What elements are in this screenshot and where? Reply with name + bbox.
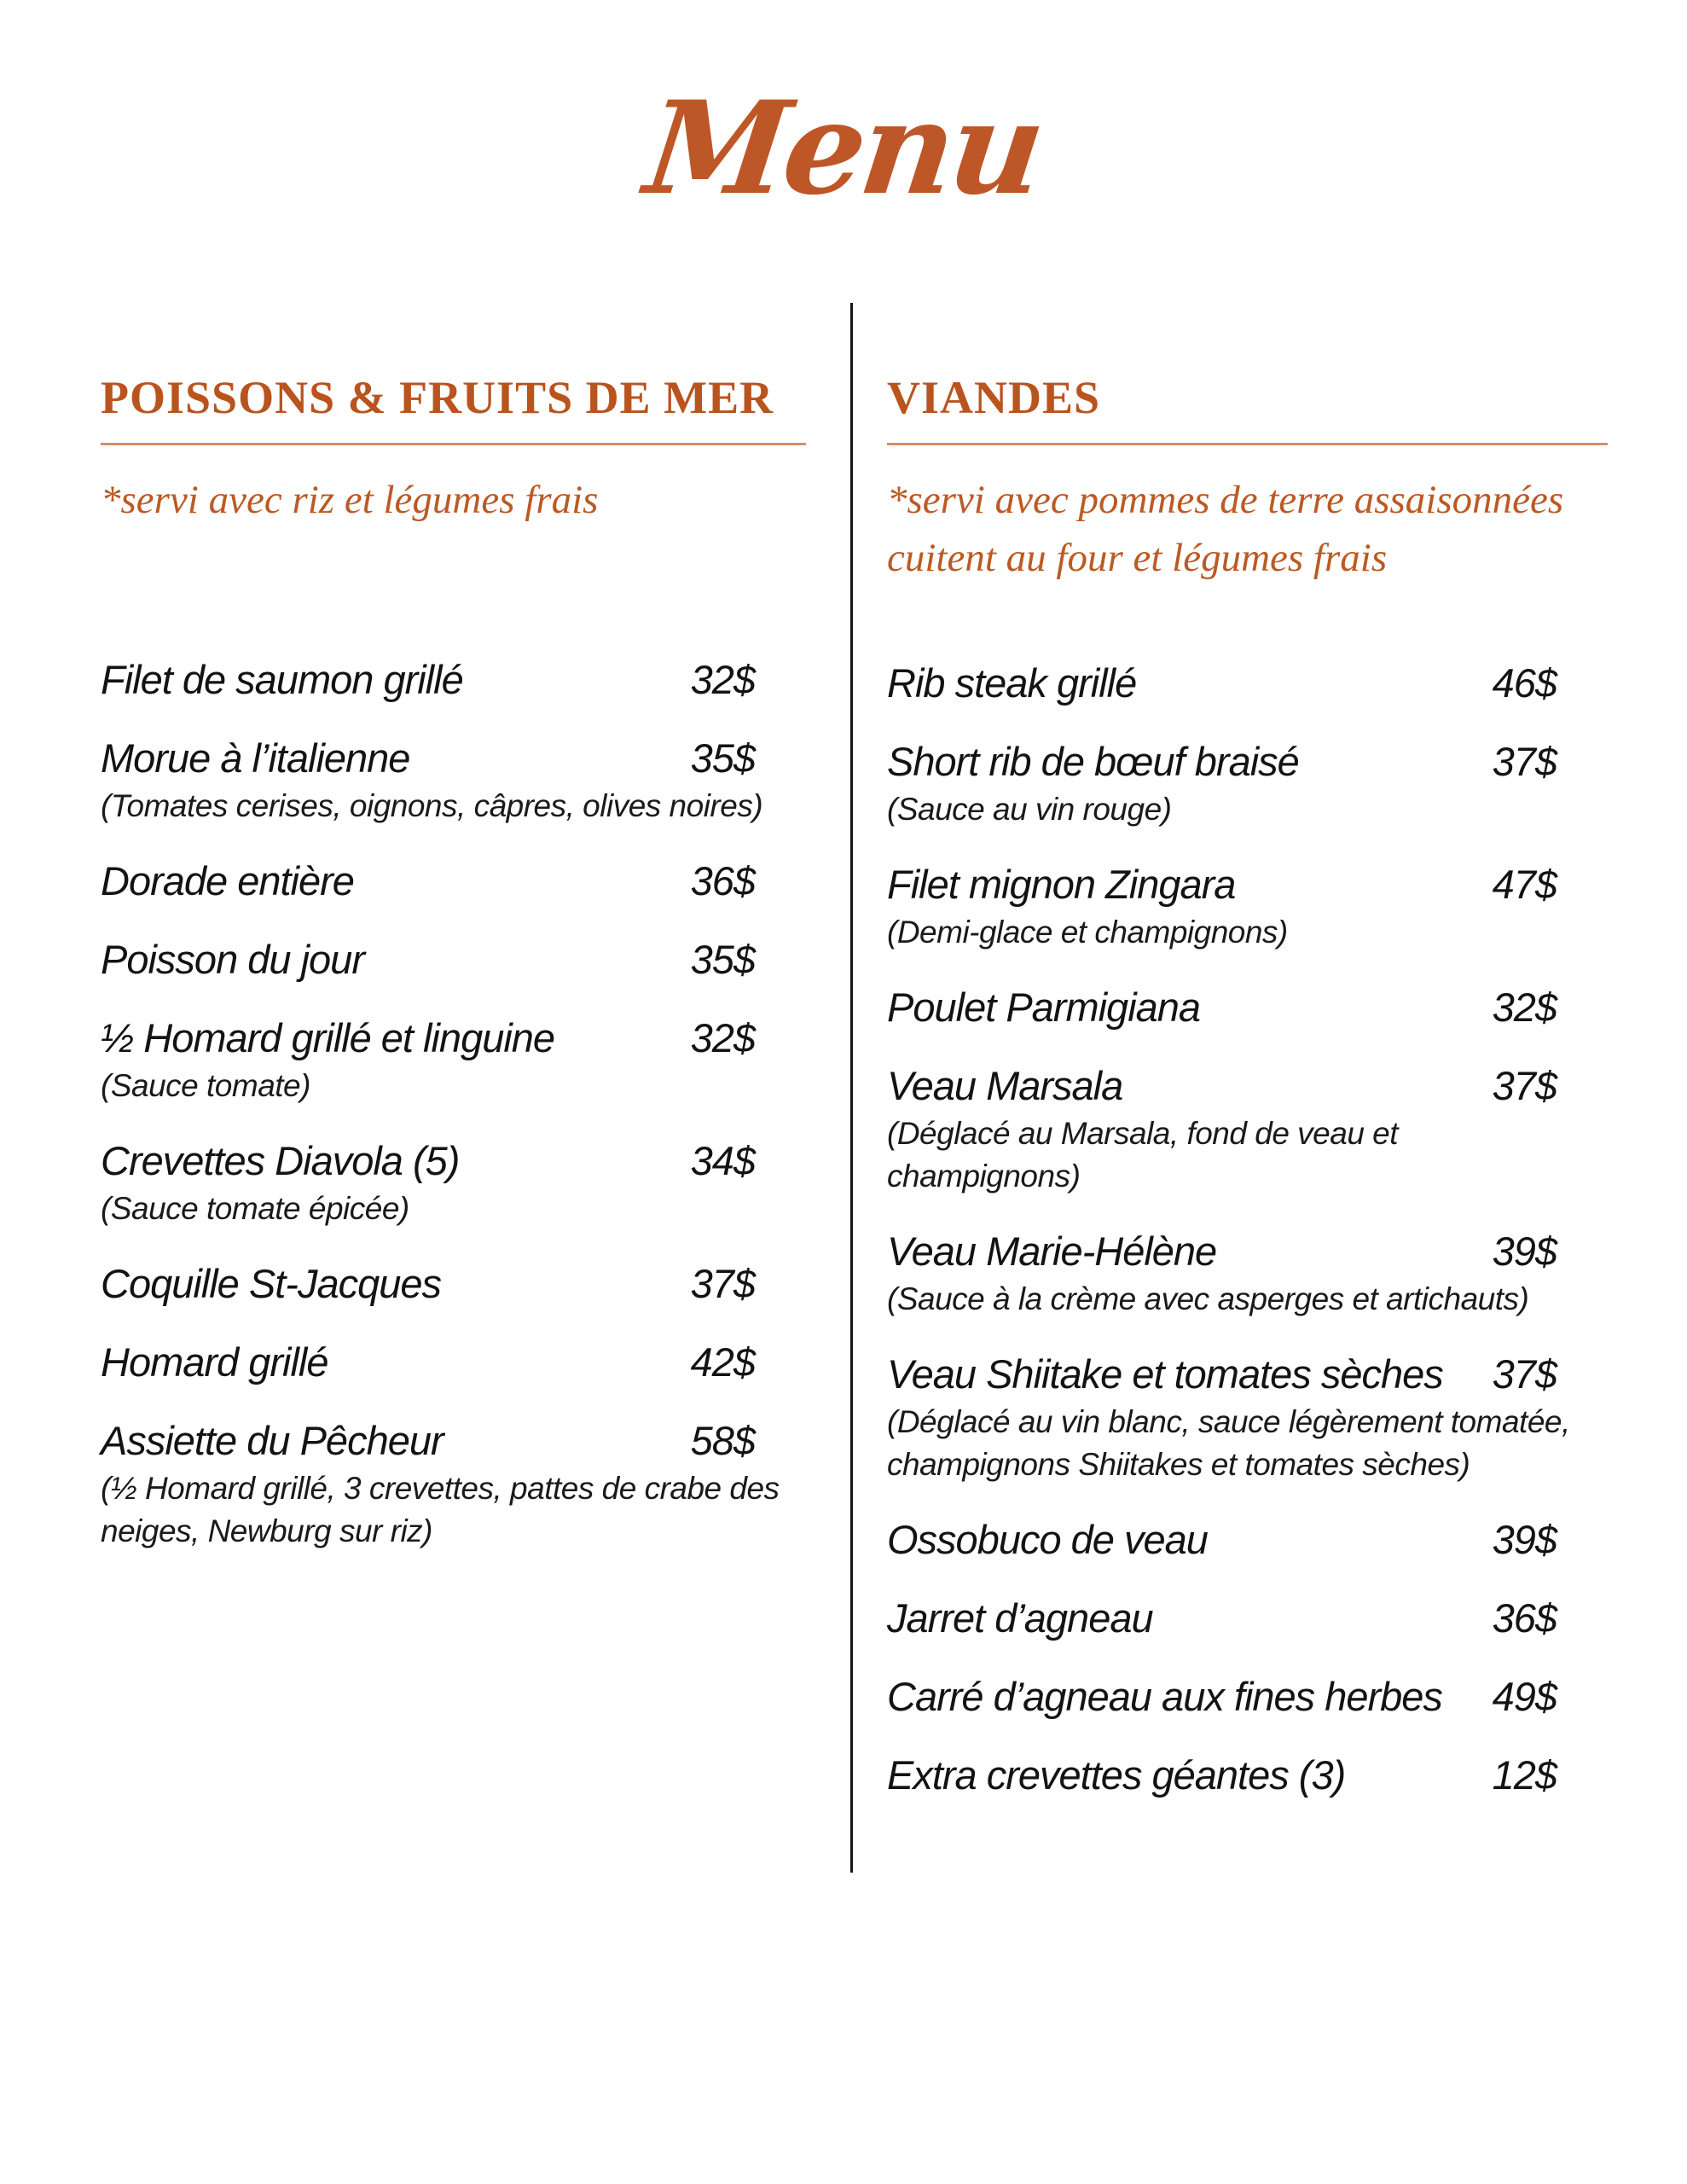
item-row (101, 1416, 806, 1466)
section-underline (887, 443, 1608, 445)
item-name: Assiette du Pêcheur (101, 1418, 443, 1464)
item-row (887, 1350, 1608, 1399)
item-price: 39$ (1492, 1228, 1557, 1275)
item-description: (Tomates cerises, oignons, câpres, olives noires) (101, 788, 763, 824)
item-price: 36$ (1492, 1595, 1557, 1641)
item-price: 32$ (690, 657, 755, 703)
item-row (101, 1338, 806, 1387)
section-underline (101, 443, 806, 445)
item-price: 32$ (690, 1015, 755, 1061)
item-name: Filet de saumon grillé (101, 657, 463, 703)
menu-item (101, 935, 806, 985)
menu-columns (101, 303, 1608, 1873)
item-name: Dorade entière (101, 858, 354, 904)
item-name: Short rib de bœuf braisé (887, 739, 1299, 785)
item-name: Veau Shiitake et tomates sèches (887, 1351, 1443, 1397)
menu-item (887, 1594, 1608, 1643)
menu-item (101, 1338, 806, 1387)
item-price: 35$ (690, 937, 755, 983)
menu-item (887, 1227, 1608, 1321)
item-name: Extra crevettes géantes (3) (887, 1752, 1346, 1798)
item-row (101, 1014, 806, 1063)
item-row (101, 857, 806, 906)
item-name: Veau Marie-Hélène (887, 1228, 1217, 1275)
item-row (887, 1227, 1608, 1276)
section-header-viandes: VIANDES (887, 372, 1101, 423)
item-price: 35$ (690, 735, 755, 781)
menu-item (101, 655, 806, 705)
item-name: Ossobuco de veau (887, 1517, 1208, 1563)
item-name: Poulet Parmigiana (887, 985, 1201, 1031)
item-price: 37$ (690, 1261, 755, 1307)
item-description: (Sauce à la crème avec asperges et artichauts) (887, 1281, 1529, 1317)
item-price: 39$ (1492, 1517, 1557, 1563)
item-description: (Sauce tomate) (101, 1068, 310, 1104)
item-name: Carré d’agneau aux fines herbes (887, 1674, 1442, 1720)
item-row (887, 1515, 1608, 1565)
item-row (887, 1672, 1608, 1722)
item-name: Veau Marsala (887, 1063, 1123, 1109)
menu-item (101, 1136, 806, 1230)
item-price: 47$ (1492, 862, 1557, 908)
item-description: (Déglacé au Marsala, fond de veau et champignons) (887, 1116, 1399, 1194)
item-row (101, 655, 806, 705)
column-divider (850, 303, 853, 1873)
item-price: 46$ (1492, 660, 1557, 706)
menu-item (887, 1751, 1608, 1800)
item-list-viandes (887, 659, 1608, 1800)
item-price: 32$ (1492, 985, 1557, 1031)
item-price: 34$ (690, 1138, 755, 1184)
item-row (887, 860, 1608, 909)
item-price: 37$ (1492, 1063, 1557, 1109)
menu-item (887, 1061, 1608, 1198)
menu-item (887, 737, 1608, 831)
item-name: ½ Homard grillé et linguine (101, 1015, 555, 1061)
item-list-poissons (101, 655, 806, 1553)
menu-item (101, 1014, 806, 1107)
item-name: Poisson du jour (101, 937, 364, 983)
item-row (887, 737, 1608, 787)
menu-item (101, 1259, 806, 1309)
menu-item (887, 659, 1608, 708)
item-row (887, 983, 1608, 1032)
item-price: 36$ (690, 858, 755, 904)
item-row (887, 1751, 1608, 1800)
item-price: 49$ (1492, 1674, 1557, 1720)
item-description: (Sauce tomate épicée) (101, 1191, 409, 1227)
item-description: (½ Homard grillé, 3 crevettes, pattes de crabe des neiges, Newburg sur riz) (101, 1471, 780, 1549)
item-price: 37$ (1492, 1351, 1557, 1397)
item-row (101, 1136, 806, 1186)
item-row (887, 659, 1608, 708)
item-name: Jarret d’agneau (887, 1595, 1153, 1641)
item-row (887, 1061, 1608, 1111)
item-row (887, 1594, 1608, 1643)
menu-item (101, 734, 806, 828)
item-price: 12$ (1492, 1752, 1557, 1798)
menu-item (101, 857, 806, 906)
item-price: 58$ (690, 1418, 755, 1464)
item-description: (Demi-glace et champignons) (887, 915, 1288, 950)
menu-item (887, 860, 1608, 954)
section-note-poissons: *servi avec riz et légumes frais (101, 478, 599, 523)
section-header-poissons: POISSONS & FRUITS DE MER (101, 372, 774, 423)
section-poissons (101, 303, 806, 1582)
menu-item (887, 1672, 1608, 1722)
item-description: (Sauce au vin rouge) (887, 792, 1172, 828)
menu-item (887, 983, 1608, 1032)
item-name: Crevettes Diavola (5) (101, 1138, 460, 1184)
section-viandes (887, 303, 1608, 1829)
item-row (101, 734, 806, 783)
item-price: 42$ (690, 1339, 755, 1385)
section-note-viandes: *servi avec pommes de terre assaisonnées cuitent au four et légumes frais (887, 478, 1564, 581)
menu-item (887, 1350, 1608, 1486)
title-area (0, 73, 1687, 224)
item-name: Filet mignon Zingara (887, 862, 1236, 908)
menu-item (101, 1416, 806, 1553)
item-row (101, 935, 806, 985)
item-name: Rib steak grillé (887, 660, 1137, 706)
item-price: 37$ (1492, 739, 1557, 785)
item-row (101, 1259, 806, 1309)
item-name: Coquille St-Jacques (101, 1261, 441, 1307)
page-title: Menu (638, 73, 1049, 224)
menu-item (887, 1515, 1608, 1565)
item-name: Morue à l’italienne (101, 735, 410, 781)
item-description: (Déglacé au vin blanc, sauce légèrement tomatée, champignons Shiitakes et tomates sèches) (887, 1404, 1570, 1483)
item-name: Homard grillé (101, 1339, 328, 1385)
